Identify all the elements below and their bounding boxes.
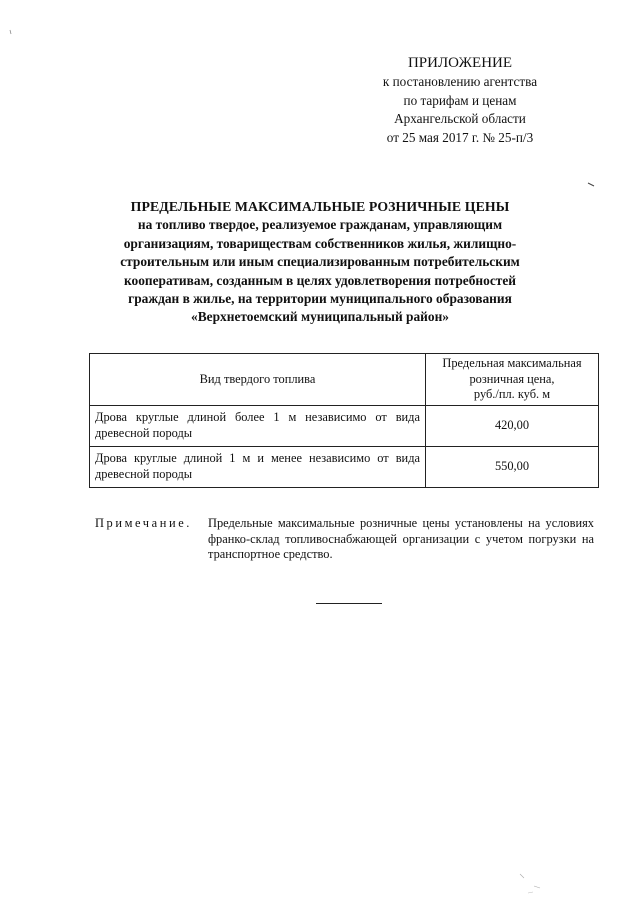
price-cell: 420,00 [426, 405, 599, 446]
title-main: ПРЕДЕЛЬНЫЕ МАКСИМАЛЬНЫЕ РОЗНИЧНЫЕ ЦЕНЫ [130, 199, 510, 214]
fuel-type-cell: Дрова круглые длиной 1 м и менее независимо от вида древесной породы [90, 446, 426, 487]
scan-speck [588, 183, 594, 186]
header-fuel-type: Вид твердого топлива [90, 354, 426, 406]
fuel-type-cell: Дрова круглые длиной более 1 м независимо от вида древесной породы [90, 405, 426, 446]
header-price-line: Предельная максимальная [442, 356, 582, 370]
title-line: строительным или иным специализированным потребительским [120, 254, 520, 270]
appendix-line: по тарифам и ценам [403, 92, 517, 108]
title-line: кооперативам, созданным в целях удовлетворения потребностей [123, 272, 517, 288]
appendix-line: Архангельской области [394, 111, 526, 126]
scan-speck [528, 892, 533, 893]
note-text: Предельные максимальные розничные цены установлены на условиях франко-склад топливоснабжающей организации с учетом погрузки на транспортное средство. [208, 516, 594, 562]
scan-speck [10, 30, 11, 34]
title-line: «Верхнетоемский муниципальный район» [191, 309, 449, 325]
header-price-line: розничная цена, [469, 371, 555, 386]
scan-speck [534, 886, 540, 888]
header-price-line: руб./пл. куб. м [473, 387, 551, 401]
appendix-heading: ПРИЛОЖЕНИЕ [407, 55, 513, 71]
appendix-line: к постановлению агентства [382, 74, 538, 89]
title-line: организациям, товариществам собственников жилья, жилищно- [123, 235, 517, 251]
title-line: на топливо твердое, реализуемое гражданам, управляющим [137, 217, 503, 233]
title-line: граждан в жилье, на территории муниципального образования [128, 291, 512, 307]
appendix-line: от 25 мая 2017 г. № 25-п/3 [386, 129, 534, 145]
price-cell: 550,00 [426, 446, 599, 487]
note-label: Примечание. [95, 516, 192, 530]
scan-speck [520, 874, 524, 878]
